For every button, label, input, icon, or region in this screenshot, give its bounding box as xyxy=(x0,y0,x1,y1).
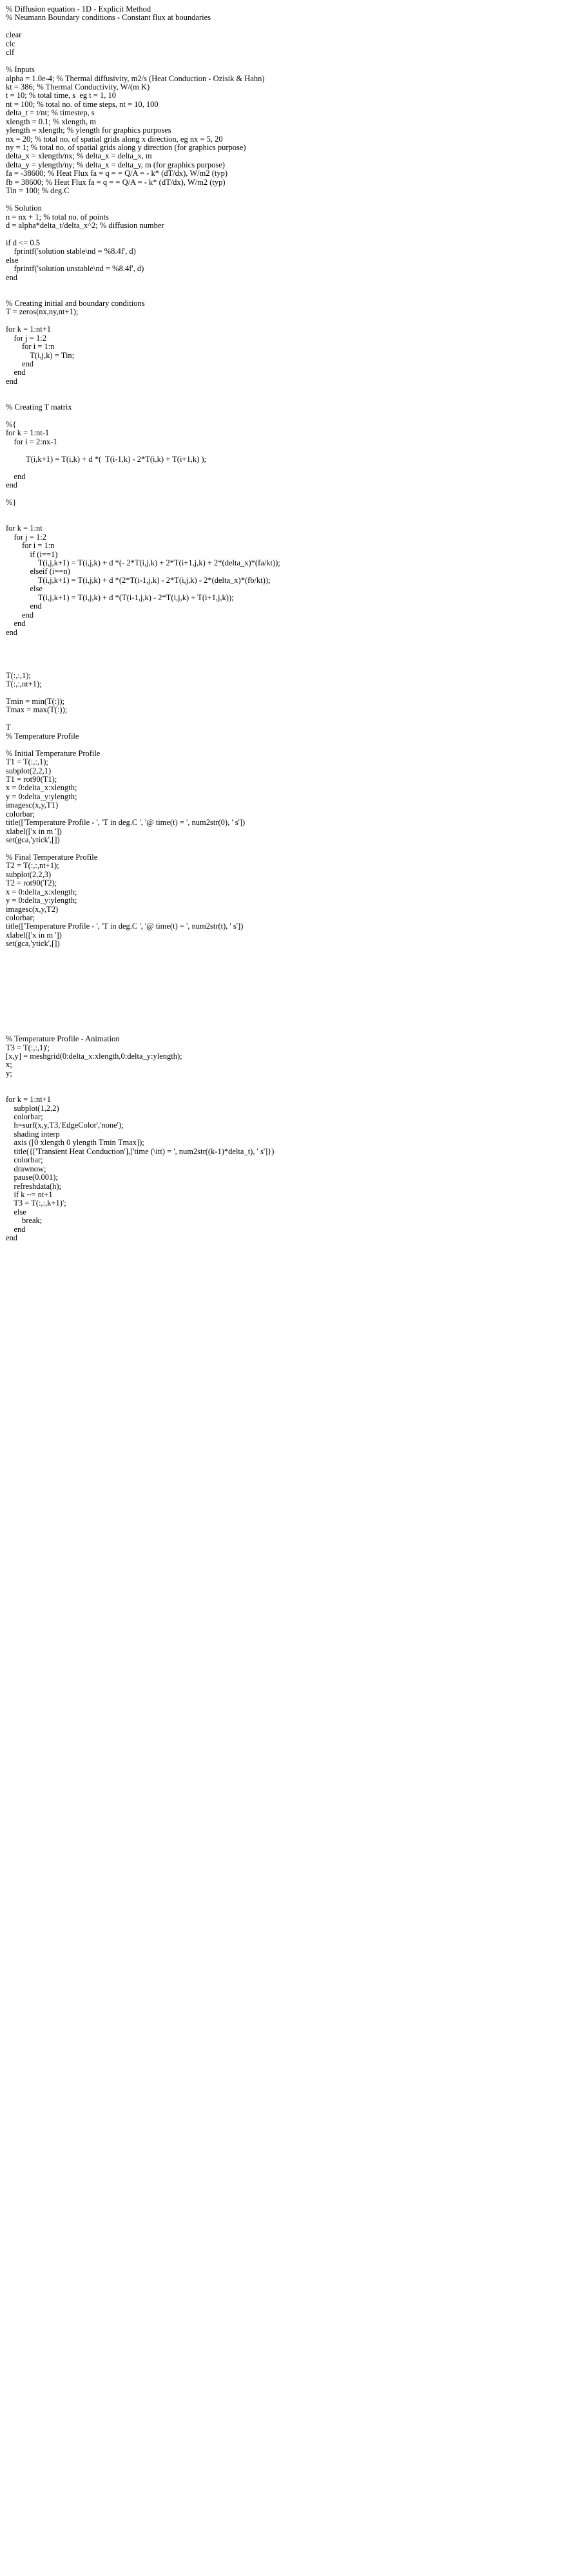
code-line: T(i,j,k) = Tin; xyxy=(6,350,75,360)
code-line xyxy=(6,715,573,723)
code-line: delta_t = t/nt; % timestep, s xyxy=(6,108,95,118)
code-line: h=surf(x,y,T3,'EdgeColor','none'); xyxy=(6,1121,124,1130)
code-line: end xyxy=(6,471,26,481)
code-line: end xyxy=(6,376,18,386)
code-line: x; xyxy=(6,1060,12,1070)
code-line: title({['Transient Heat Conduction'],['time (\itt) = ', num2str((k-1)*delta_t), ' s']}) xyxy=(6,1146,275,1156)
code-line: Tmin = min(T(:)); xyxy=(6,697,65,706)
code-line: break; xyxy=(6,1216,43,1226)
code-line: clear xyxy=(6,30,22,40)
code-line xyxy=(6,637,573,645)
code-line: n = nx + 1; % total no. of points xyxy=(6,212,109,222)
code-line: end xyxy=(6,1233,18,1243)
code-line: for k = 1:nt+1 xyxy=(6,1095,51,1104)
code-line: %{ xyxy=(6,420,17,429)
code-line: xlabel(['x in m ']) xyxy=(6,930,62,940)
code-line: end xyxy=(6,627,18,637)
code-line: for j = 1:2 xyxy=(6,333,46,343)
code-line xyxy=(6,966,573,974)
code-line xyxy=(6,282,573,290)
code-line: x = 0:delta_x:xlength; xyxy=(6,887,77,896)
code-line: drawnow; xyxy=(6,1164,46,1173)
code-line: [x,y] = meshgrid(0:delta_x:xlength,0:delta_y:ylength); xyxy=(6,1051,182,1061)
code-line: end xyxy=(6,610,34,620)
code-line: colorbar; xyxy=(6,1112,43,1121)
code-line xyxy=(6,645,573,654)
code-line xyxy=(6,663,573,671)
code-line xyxy=(6,290,573,299)
code-line: for j = 1:2 xyxy=(6,532,46,542)
code-line xyxy=(6,949,573,957)
code-line: else xyxy=(6,1207,26,1217)
code-line xyxy=(6,1027,573,1035)
code-line xyxy=(6,490,573,498)
code-line xyxy=(6,1000,573,1009)
code-line: kt = 386; % Thermal Conductivity, W/(m K) xyxy=(6,82,150,91)
code-line: T xyxy=(6,723,11,732)
code-line xyxy=(6,57,573,66)
code-line: for i = 1:n xyxy=(6,342,55,352)
code-line: % Initial Temperature Profile xyxy=(6,748,101,758)
code-line: % Creating T matrix xyxy=(6,402,72,412)
code-line: subplot(2,2,1) xyxy=(6,766,52,775)
code-line: fprintf('solution stable\nd = %8.4f', d) xyxy=(6,247,136,256)
code-line: y; xyxy=(6,1068,12,1078)
code-line xyxy=(6,1087,573,1095)
code-line: nt = 100; % total no. of time steps, nt = 10, 100 xyxy=(6,99,159,109)
code-line: T = zeros(nx,ny,nt+1); xyxy=(6,307,79,317)
code-line: %} xyxy=(6,497,17,507)
code-line: t = 10; % total time, s eg t = 1, 10 xyxy=(6,91,117,100)
code-line: for k = 1:nt-1 xyxy=(6,428,50,438)
code-line: % Creating initial and boundary conditions xyxy=(6,298,145,308)
code-line: ny = 1; % total no. of spatial grids along y direction (for graphics purpose) xyxy=(6,143,246,152)
code-line: else xyxy=(6,255,19,265)
code-line: T(i,j,k+1) = T(i,j,k) + d *(T(i-1,j,k) - 2*T(i,j,k) + T(i+1,j,k)); xyxy=(6,592,234,602)
code-line: x = 0:delta_x:xlength; xyxy=(6,783,77,793)
code-line: T(i,j,k+1) = T(i,j,k) + d *(2*T(i-1,j,k) - 2*T(i,j,k) - 2*(delta_x)*(fb/kt)); xyxy=(6,575,271,585)
code-line: fprintf('solution unstable\nd = %8.4f', d) xyxy=(6,264,144,274)
code-line: ylength = xlength; % ylength for graphics purposes xyxy=(6,126,171,135)
code-line: colorbar; xyxy=(6,913,35,922)
code-line xyxy=(6,446,573,455)
code-line: T(i,j,k+1) = T(i,j,k) + d *(- 2*T(i,j,k) + 2*T(i+1,j,k) + 2*(delta_x)*(fa/kt)); xyxy=(6,558,280,567)
code-line xyxy=(6,196,573,204)
code-line: % Solution xyxy=(6,204,42,213)
code-line xyxy=(6,992,573,1000)
code-line: set(gca,'ytick',[]) xyxy=(6,835,60,844)
code-line: delta_x = xlength/nx; % delta_x = delta_x, m xyxy=(6,151,152,161)
code-line: % Temperature Profile xyxy=(6,731,79,741)
code-line: end xyxy=(6,619,26,629)
code-line: alpha = 1.0e-4; % Thermal diffusivity, m2/s (Heat Conduction - Ozisik & Hahn) xyxy=(6,73,265,83)
code-line: T3 = T(:,:,k+1)'; xyxy=(6,1198,66,1208)
code-line: elseif (i==n) xyxy=(6,567,70,576)
code-line xyxy=(6,689,573,697)
code-line xyxy=(6,516,573,524)
code-line: end xyxy=(6,368,26,377)
code-line: fa = -38600; % Heat Flux fa = q = = Q/A = - k* (dT/dx), W/m2 (typ) xyxy=(6,169,227,178)
code-line: d = alpha*delta_t/delta_x^2; % diffusion number xyxy=(6,220,164,230)
code-line: xlabel(['x in m ']) xyxy=(6,826,62,836)
code-line: if (i==1) xyxy=(6,549,58,559)
code-line: T(:,:,nt+1); xyxy=(6,679,42,689)
code-line: T1 = T(:,:,1); xyxy=(6,757,48,767)
code-line: T(:,:,1); xyxy=(6,670,31,680)
code-line xyxy=(6,1078,573,1086)
code-line xyxy=(6,654,573,663)
code-line: for i = 1:n xyxy=(6,541,55,551)
code-line: if d <= 0.5 xyxy=(6,238,40,247)
code-line: nx = 20; % total no. of spatial grids along x direction, eg nx = 5, 20 xyxy=(6,134,223,144)
code-line: T3 = T(:,:,1)'; xyxy=(6,1043,50,1052)
code-line: end xyxy=(6,1224,26,1234)
code-line: T2 = rot90(T2); xyxy=(6,878,57,888)
code-line: if k ~= nt+1 xyxy=(6,1189,53,1199)
code-line: Tin = 100; % deg.C xyxy=(6,186,70,196)
code-line: Tmax = max(T(:)); xyxy=(6,705,68,715)
code-line: fb = 38600; % Heat Flux fa = q = = Q/A = - k* (dT/dx), W/m2 (typ) xyxy=(6,177,226,187)
code-line xyxy=(6,317,573,325)
code-line: end xyxy=(6,272,18,282)
code-line: title(['Temperature Profile - ', 'T in deg.C ', '@ time(t) = ', num2str(0), ' s']) xyxy=(6,818,246,828)
code-line: subplot(1,2,2) xyxy=(6,1103,59,1113)
code-line: imagesc(x,y,T1) xyxy=(6,800,59,810)
code-line: clc xyxy=(6,39,15,48)
code-line: axis ([0 xlength 0 ylength Tmin Tmax]); xyxy=(6,1138,144,1148)
code-line: title(['Temperature Profile - ', 'T in deg.C ', '@ time(t) = ', num2str(t), ' s']) xyxy=(6,922,244,931)
code-line: T1 = rot90(T1); xyxy=(6,774,57,784)
code-line: pause(0.001); xyxy=(6,1173,58,1182)
code-line xyxy=(6,844,573,853)
code-line: shading interp xyxy=(6,1129,60,1139)
code-line: delta_y = ylength/ny; % delta_x = delta_y, m (for graphics purpose) xyxy=(6,160,225,169)
code-line: for i = 2:nx-1 xyxy=(6,437,57,446)
code-line: colorbar; xyxy=(6,809,35,819)
code-line: imagesc(x,y,T2) xyxy=(6,904,59,914)
code-line xyxy=(6,23,573,31)
code-line xyxy=(6,983,573,991)
code-line xyxy=(6,1018,573,1026)
code-line: y = 0:delta_y:ylength; xyxy=(6,896,77,905)
code-line: % Neumann Boundary conditions - Constant flux at boundaries xyxy=(6,13,211,23)
code-line: end xyxy=(6,601,42,611)
code-line: y = 0:delta_y:ylength; xyxy=(6,791,77,801)
code-line: % Final Temperature Profile xyxy=(6,852,98,862)
code-line xyxy=(6,395,573,403)
code-line: end xyxy=(6,359,34,368)
code-line: colorbar; xyxy=(6,1155,43,1165)
code-line: clf xyxy=(6,48,15,57)
code-line: xlength = 0.1; % xlength, m xyxy=(6,117,97,126)
code-document xyxy=(6,5,573,1243)
code-line: T(i,k+1) = T(i,k) + d *( T(i-1,k) - 2*T(i,k) + T(i+1,k) ); xyxy=(6,454,207,464)
code-line: % Inputs xyxy=(6,65,35,75)
code-line xyxy=(6,386,573,394)
code-line xyxy=(6,464,573,472)
code-line: T2 = T(:,:,nt+1); xyxy=(6,861,59,871)
code-line xyxy=(6,741,573,749)
code-line: for k = 1:nt+1 xyxy=(6,325,51,334)
code-line xyxy=(6,230,573,238)
code-line: set(gca,'ytick',[]) xyxy=(6,939,60,949)
code-line: end xyxy=(6,480,18,490)
code-line: refreshdata(h); xyxy=(6,1181,62,1191)
code-line xyxy=(6,957,573,965)
code-line xyxy=(6,974,573,983)
code-line: else xyxy=(6,584,43,594)
code-line xyxy=(6,1009,573,1018)
code-line xyxy=(6,412,573,421)
code-line: for k = 1:nt xyxy=(6,524,43,533)
code-line: % Diffusion equation - 1D - Explicit Method xyxy=(6,5,151,14)
code-line xyxy=(6,507,573,515)
code-line: subplot(2,2,3) xyxy=(6,869,52,879)
code-line: % Temperature Profile - Animation xyxy=(6,1034,120,1044)
